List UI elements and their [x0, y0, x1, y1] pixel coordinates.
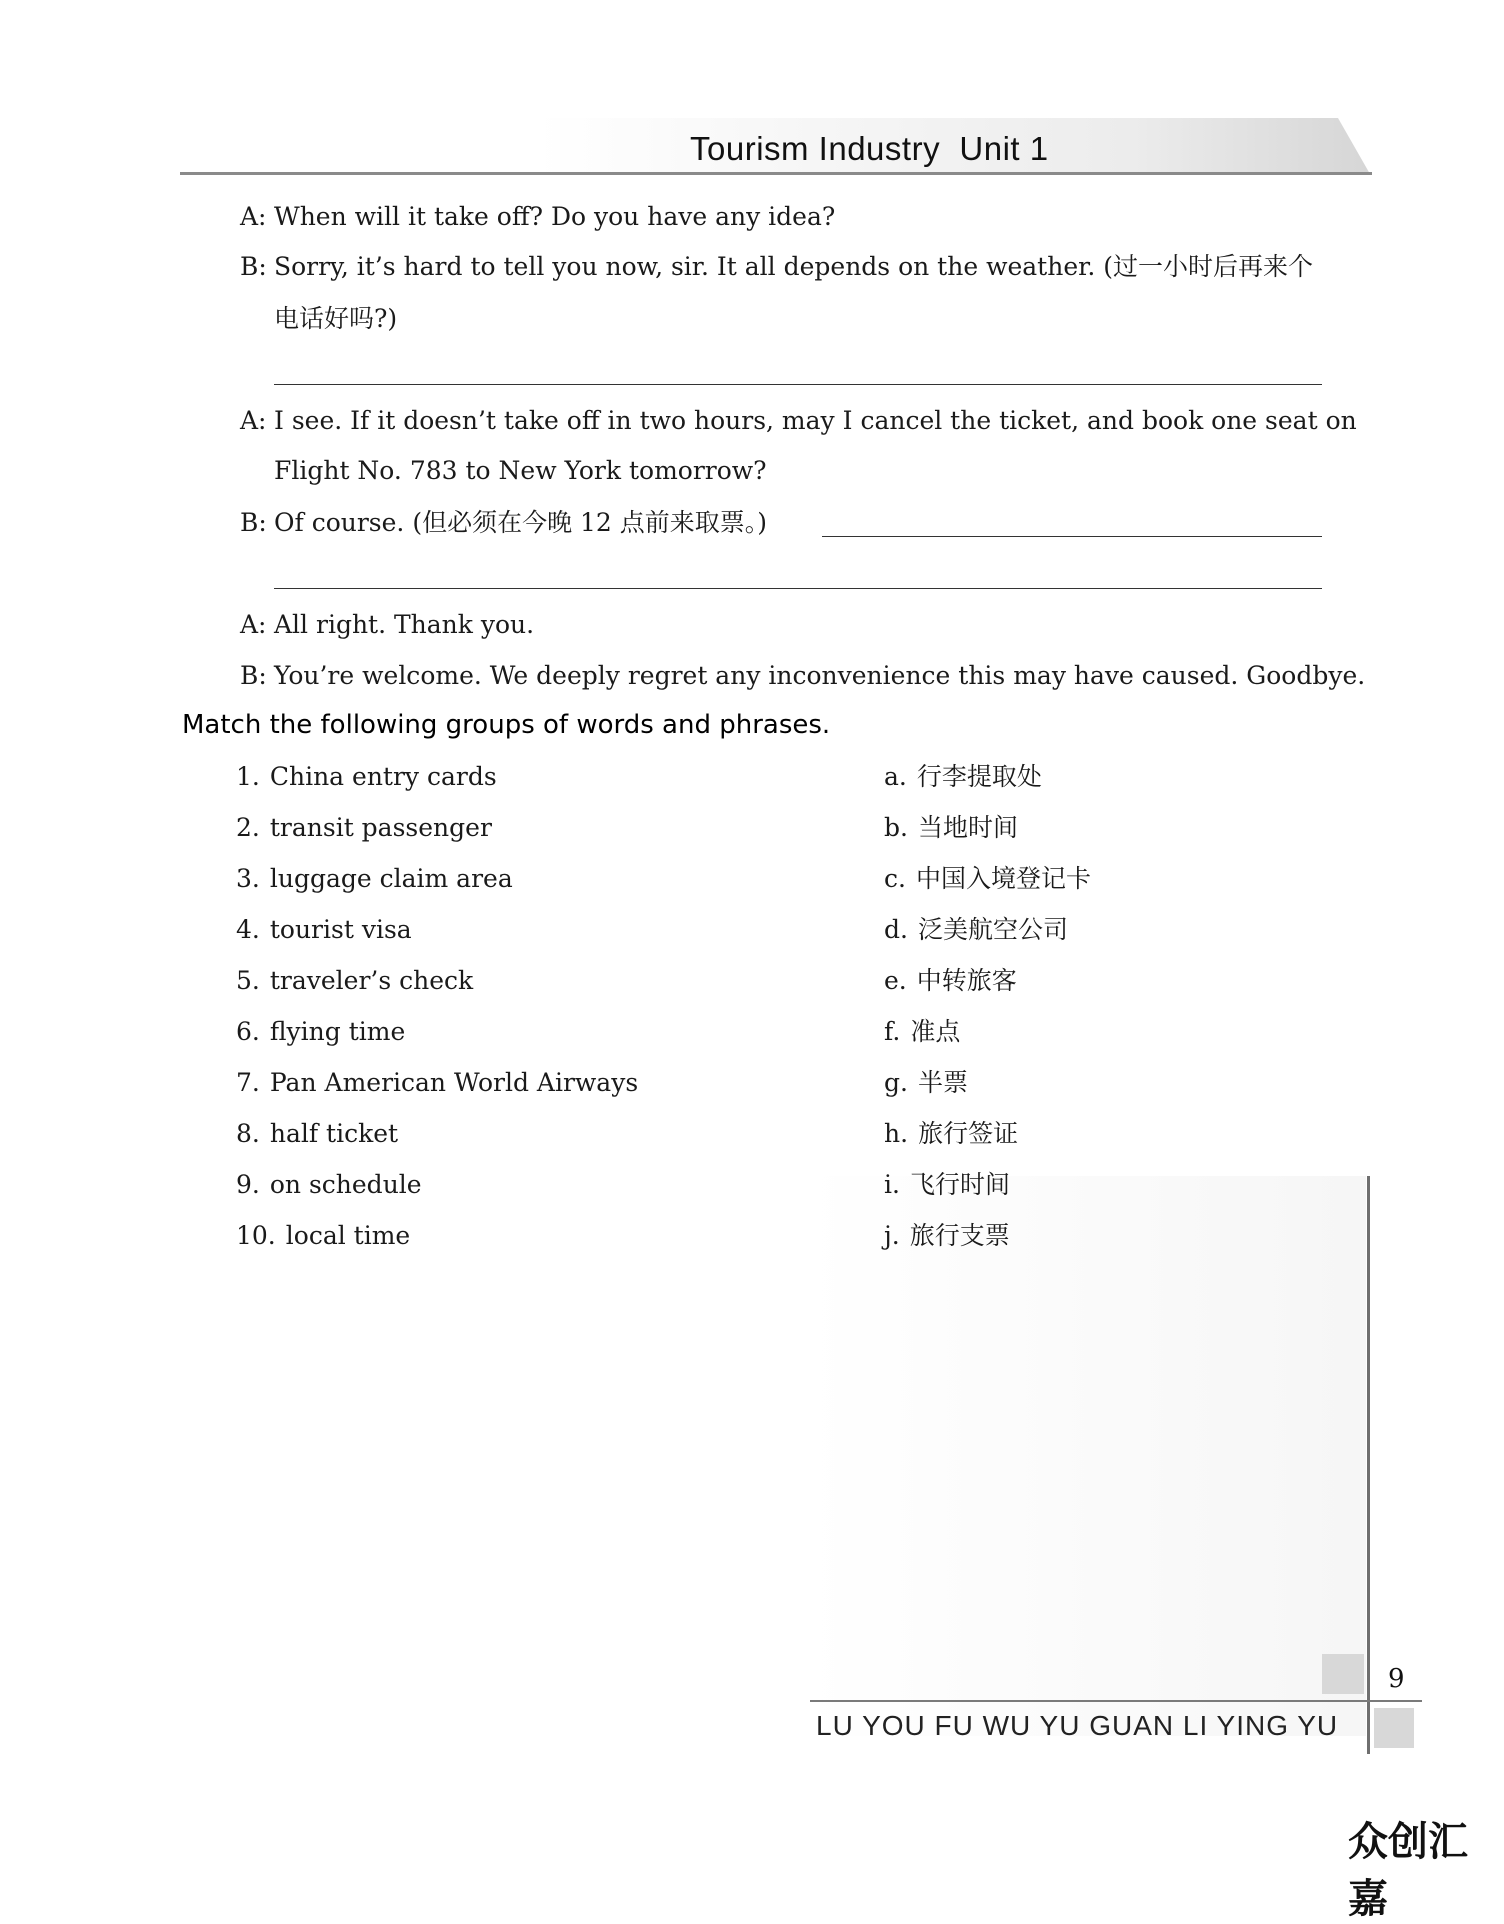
speaker-label: A:: [240, 202, 267, 231]
page-number-box: [1322, 1654, 1364, 1694]
item-letter: g.: [884, 1068, 908, 1097]
dialogue-line: [240, 252, 1313, 282]
match-translation: d. 泛美航空公司: [884, 915, 1068, 944]
speaker-label: A:: [240, 406, 267, 435]
match-translation: h. 旅行签证: [884, 1119, 1019, 1148]
margin-shading: [806, 1176, 1366, 1736]
item-letter: b.: [884, 813, 908, 842]
item-letter: f.: [884, 1017, 901, 1046]
item-number: 9.: [236, 1170, 260, 1199]
dialogue-line: [240, 661, 1365, 691]
match-term: 3. luggage claim area: [236, 864, 513, 893]
match-translation: b. 当地时间: [884, 813, 1018, 842]
item-number: 6.: [236, 1017, 260, 1046]
speaker-label: B:: [240, 508, 267, 537]
item-number: 2.: [236, 813, 260, 842]
speaker-label: A:: [240, 610, 267, 639]
item-number: 4.: [236, 915, 260, 944]
match-term: 6. flying time: [236, 1017, 406, 1046]
match-translation: e. 中转旅客: [884, 966, 1017, 995]
match-term: 4. tourist visa: [236, 915, 412, 944]
match-term: 5. traveler’s check: [236, 966, 474, 995]
dialogue-text: I see. If it doesn’t take off in two hours, may I cancel the ticket, and book one seat on: [274, 406, 1357, 435]
match-term: 2. transit passenger: [236, 813, 492, 842]
item-number: 7.: [236, 1068, 260, 1097]
match-translation: c. 中国入境登记卡: [884, 864, 1091, 893]
dialogue-text: Sorry, it’s hard to tell you now, sir. It all depends on the weather. (过一小时后再来个: [274, 252, 1313, 281]
item-letter: i.: [884, 1170, 900, 1199]
item-number: 8.: [236, 1119, 260, 1148]
item-letter: h.: [884, 1119, 909, 1148]
item-number: 1.: [236, 762, 260, 791]
dialogue-text: All right. Thank you.: [274, 610, 535, 639]
speaker-label: B:: [240, 252, 267, 281]
speaker-label: B:: [240, 661, 267, 690]
exercise-title: Match the following groups of words and phrases.: [182, 710, 831, 740]
margin-vertical-rule: [1367, 1176, 1370, 1754]
item-letter: d.: [884, 915, 908, 944]
dialogue-continuation: 电话好吗?): [274, 304, 398, 333]
header-rule: [180, 172, 1372, 175]
match-term: 1. China entry cards: [236, 762, 497, 791]
match-term: 10. local time: [236, 1221, 411, 1250]
dialogue-continuation: Flight No. 783 to New York tomorrow?: [274, 456, 767, 485]
match-term: 7. Pan American World Airways: [236, 1068, 639, 1097]
match-term: 8. half ticket: [236, 1119, 399, 1148]
dialogue-line: [240, 406, 1357, 436]
item-letter: j.: [884, 1221, 900, 1250]
running-header-title: Tourism Industry Unit 1: [690, 130, 1049, 167]
item-number: 5.: [236, 966, 260, 995]
dialogue-text: When will it take off? Do you have any idea?: [274, 202, 836, 231]
page-number: 9: [1388, 1664, 1405, 1694]
answer-blank[interactable]: [822, 536, 1322, 537]
item-letter: a.: [884, 762, 907, 791]
item-letter: e.: [884, 966, 907, 995]
match-translation: a. 行李提取处: [884, 762, 1042, 791]
match-translation: j. 旅行支票: [884, 1221, 1010, 1250]
footer-box: [1374, 1708, 1414, 1748]
match-translation: i. 飞行时间: [884, 1170, 1010, 1199]
watermark-logo: 众创汇嘉: [1348, 1819, 1468, 1922]
match-translation: g. 半票: [884, 1068, 968, 1097]
match-term: 9. on schedule: [236, 1170, 422, 1199]
item-number: 10.: [236, 1221, 276, 1250]
dialogue-line: [240, 610, 534, 640]
item-letter: c.: [884, 864, 906, 893]
item-number: 3.: [236, 864, 260, 893]
answer-blank[interactable]: [274, 384, 1322, 385]
dialogue-text: You’re welcome. We deeply regret any inconvenience this may have caused. Goodbye.: [274, 661, 1366, 690]
footer-rule: [810, 1700, 1422, 1702]
dialogue-line: [240, 202, 835, 232]
running-footer-title: LU YOU FU WU YU GUAN LI YING YU: [816, 1710, 1339, 1741]
answer-blank[interactable]: [274, 588, 1322, 589]
dialogue-line: [240, 508, 767, 538]
dialogue-text: Of course. (但必须在今晚 12 点前来取票。): [274, 508, 768, 537]
match-translation: f. 准点: [884, 1017, 961, 1046]
